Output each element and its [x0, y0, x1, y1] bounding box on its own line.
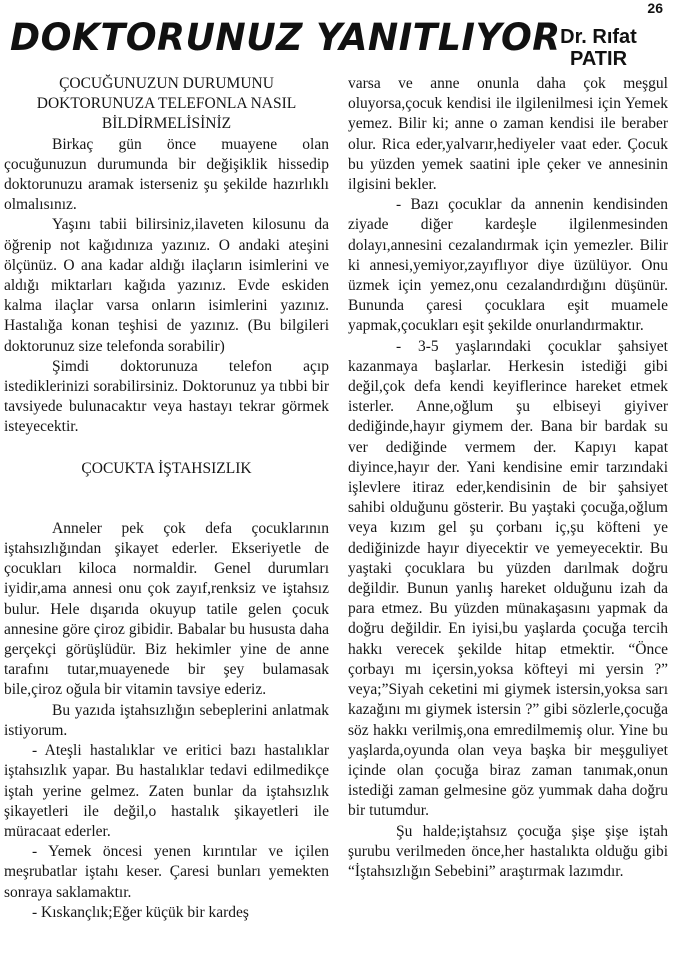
article2-paragraph: - Yemek öncesi yenen kırıntılar ve içilen meşrubatlar iştahı keser. Çaresi bunları yemekten sonraya saklamaktır. [4, 843, 329, 901]
article2-paragraph: Şu halde;iştahsız çocuğa şişe şişe iştah şurubu verilmeden önce,her hastalıkta olduğu gibi “İştahsızlığın Sebebini” araştırmak lazımdır. [348, 822, 668, 880]
author-line-2: PATIR [569, 48, 628, 70]
article1-title-line-3: BİLDİRMELİSİNİZ [101, 115, 232, 133]
author-line-1: Dr. Rıfat [560, 26, 637, 48]
article2-paragraph: Anneler pek çok defa çocuklarının iştahsızlığından şikayet ederler. Ekseriyetle de çocukları kiloca normaldir. Genel durumları iyidir,ama annesi onu çok zayıf,renksiz ve iştahsız bulur. Hele dışarıda okuyup tatile gelen çocuk annesine göre çiroz gibidir. Babalar bu hususta daha gerçekçi görüşlüdür. Biz hekimler yine de anne tarafını tutar,muayenede bir şey bulamasak bile,çiroz oğula bir vitamin tavsiye ederiz. [4, 519, 329, 699]
article2-paragraph: Bu yazıda iştahsızlığın sebeplerini anlatmak istiyorum. [4, 701, 329, 739]
article1-paragraph: Birkaç gün önce muayene olan çocuğunuzun durumunda bir değişiklik hissedip doktorunuzu aramak isterseniz şu şekilde hazırlıklı olmalısınız. [4, 135, 329, 214]
author-name [536, 26, 661, 70]
article2-paragraph: - 3-5 yaşlarındaki çocuklar şahsiyet kazanmaya başlarlar. Herkesin istediği gibi değil,çok defa kendi keyiflerince hareket etmek isterler. Anne,oğlum şu elbiseyi giyiver dediğinde,hayır giymem der. Bana bir bardak su ver dediğinde vermem der. Kapıyı kapat diyince,hayır der. Yani kendisine emir tarzındaki işlevlere itiraz eder,kendisinin de bir şahsiyet sahibi olduğunu gösterir. Bu yaştaki çocuğa,oğlum veya kızım gel şu çorbanı iç,şu köfteni ye dediğinizde hayır diyecektir ve yemeyecektir. Bu yaştaki çocuklara bu yüzden darılmak doğru değildir. Bunun yanlış hareket olduğunu izah da para etmez. Bu yüzden münakaşasını yapmak da doğru değildir. En iyisi,bu yaşlarda çocuğa tercih hakkı verecek şekilde hitap etmektir. “Önce çorbayı mı içersin,yoksa köfteyi mi yersin ?” veya;”Siyah ceketini mi giymek istersin,yoksa sarı kazağını mı giymek istersin ?” gibi sözlerle,çocuğa söz hakkı verilmiş,ona emredilmemiş olur. Yine bu yaşlarda,oyunda olan veya başka bir meşguliyet içinde olan çocuğa biraz zaman tanımak,onun istediği zaman gelmesine göz yummak daha doğru bir tutumdur. [348, 337, 668, 820]
right-column [348, 74, 668, 882]
article1-paragraph: Şimdi doktorunuza telefon açıp istediklerinizi sorabilirsiniz. Doktorunuz ya tıbbi bir tavsiyede bulunacaktır veya hastayı tekrar görmek isteyecektir. [4, 357, 329, 436]
article2-title: ÇOCUKTA İŞTAHSIZLIK [81, 459, 252, 477]
article2-paragraph: - Bazı çocuklar da annenin kendisinden ziyade diğer kardeşle ilgilenmesinden dolayı,annesini cezalandırmak için yemezler. Bilir ki annesi,yemiyor,zayıflıyor diye üzülüyor. Onu üzmek için yemez,onu cezalandırdığını düşünür. Bununda çaresi çocuklara eşit muamele yapmak,çocukları eşit şekilde onurlandırmaktır. [348, 196, 668, 335]
article2-paragraph: - Kıskançlık;Eğer küçük bir kardeş [32, 903, 249, 921]
page-number: 26 [647, 0, 663, 16]
article2-paragraph: - Ateşli hastalıklar ve eritici bazı hastalıklar iştahsızlık yapar. Bu hastalıklar tedavi edilmedikçe iştah yerine gelmez. Zaten bunlar da iştahsızlık şikayetleri ile değil,o hastalık şikayetleri ile müracaat ederler. [4, 742, 329, 840]
left-column [4, 74, 329, 923]
article2-paragraph: varsa ve anne onunla daha çok meşgul oluyorsa,çocuk kendisi ile ilgilenilmesi için Yemek yemez. Bilir ki; anne o zaman kendisi ile beraber olur. Rica eder,yalvarır,hediyeler vaat eder. Çocuk bu yüzden yemek saatini iple çeker ve annesinin ilgisini bekler. [348, 75, 668, 194]
article1-paragraph: Yaşını tabii bilirsiniz,ilaveten kilosunu da öğrenip not kağıdınıza yazınız. O andaki ateşini ölçünüz. O ana kadar aldığı ilaçların isimlerini ve aldığı miktarları kağıda yazınız. Evde eskiden kalma ilaçlar varsa onların isimlerini yazınız. Hastalığa konan teşhisi de yazınız. (Bu bilgileri doktorunuz size telefonda sorabilir) [4, 216, 329, 355]
article1-title-line-2: DOKTORUNUZA TELEFONLA NASIL [36, 95, 297, 113]
masthead-title: DOKTORUNUZ YANITLIYOR [10, 16, 561, 59]
article1-title-line-1: ÇOCUĞUNUZUN DURUMUNU [59, 75, 274, 92]
